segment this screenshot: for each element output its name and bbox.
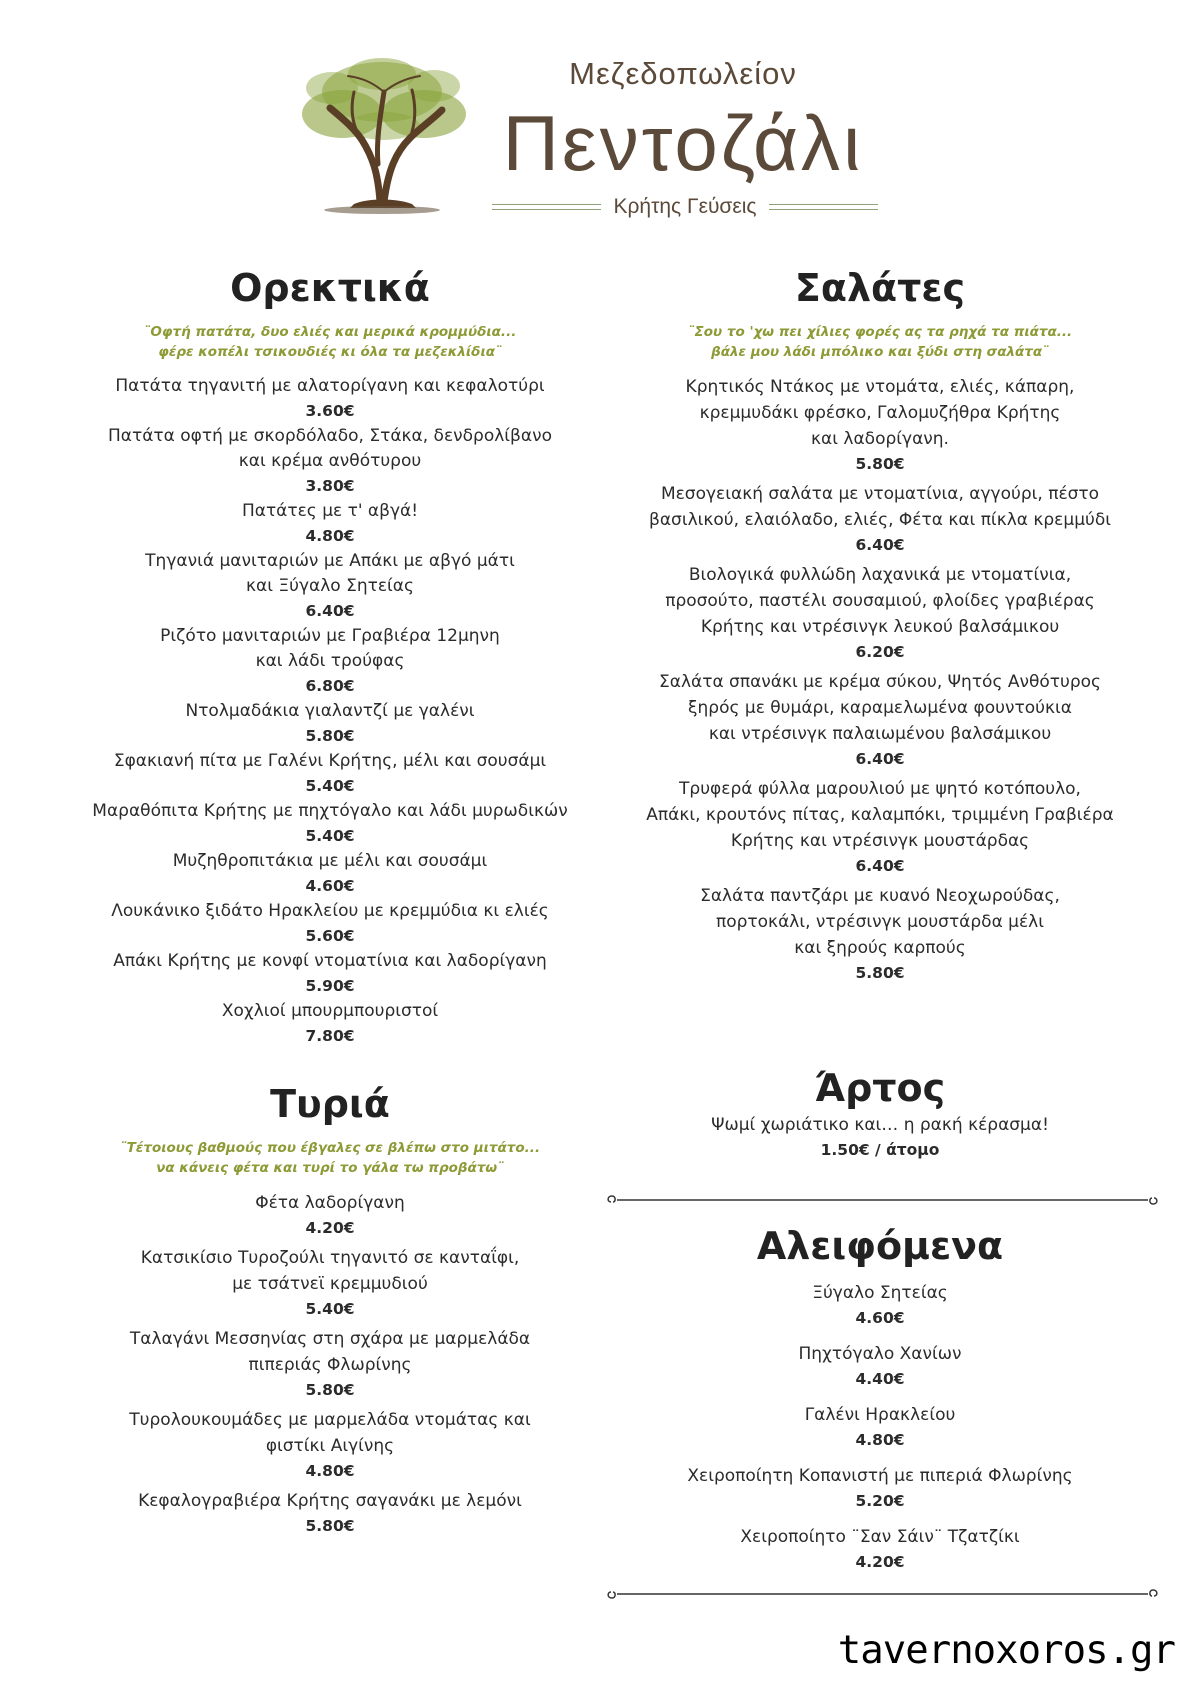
menu-item-price: 4.80€: [855, 1431, 905, 1449]
brand-subtitle: Μεζεδοπωλείον: [569, 56, 797, 91]
menu-item-name: Κρητικός Ντάκος με ντομάτα, ελιές, κάπαρη, κρεμμυδάκι φρέσκο, Γαλομυζήθρα Κρήτης και λαδορίγανη.: [685, 377, 1075, 449]
section-tyria: [60, 1080, 600, 1543]
menu-item: [60, 949, 600, 999]
menu-item-name: Χειροποίητο ¨Σαν Σάιν¨ Τζατζίκι: [740, 1527, 1020, 1547]
menu-item: [60, 1190, 600, 1240]
menu-item: [600, 1280, 1160, 1330]
olive-tree-logo-icon: [292, 52, 472, 220]
menu-item: [60, 799, 600, 849]
menu-item-name: Μεσογειακή σαλάτα με ντοματίνια, αγγούρι, πέστο βασιλικού, ελαιόλαδο, ελιές, Φέτα και πίκλα κρεμμύδι: [648, 484, 1111, 530]
menu-item-name: Φέτα λαδορίγανη: [255, 1193, 405, 1213]
quote-line: ¨Σου το 'χω πει χίλιες φορές ας τα ρηχά τα πιάτα...: [687, 324, 1073, 340]
menu-item-price: 6.20€: [855, 643, 905, 661]
artos-price: 1.50€ / άτομο: [820, 1141, 940, 1159]
menu-item-price: 5.80€: [305, 727, 355, 745]
menu-item: [60, 424, 600, 499]
quote-line: ¨Οφτή πατάτα, δυο ελιές και μερικά κρομμύδια...: [143, 324, 517, 340]
brand-tagline-row: [492, 192, 878, 222]
menu-item: [600, 1463, 1160, 1513]
menu-item-price: 7.80€: [305, 1027, 355, 1045]
menu-item: [60, 1407, 600, 1483]
section-title-tyria: Τυριά: [270, 1082, 390, 1126]
menu-item-price: 6.40€: [855, 750, 905, 768]
menu-item-price: 6.80€: [305, 677, 355, 695]
menu-item: [600, 481, 1160, 557]
menu-item-price: 4.80€: [305, 1462, 355, 1480]
section-orektika: [60, 264, 600, 1049]
menu-item-name: Πατάτα τηγανιτή με αλατορίγανη και κεφαλοτύρι: [115, 376, 545, 396]
menu-item-price: 5.80€: [855, 964, 905, 982]
ornamental-divider-bottom: [605, 1584, 1160, 1604]
menu-item-price: 5.90€: [305, 977, 355, 995]
menu-item-price: 5.40€: [305, 1300, 355, 1318]
tagline-rule-right: [769, 204, 878, 210]
menu-item: [600, 776, 1160, 878]
menu-item: [60, 1245, 600, 1321]
menu-item: [60, 849, 600, 899]
menu-item-name: Τηγανιά μανιταριών με Απάκι με αβγό μάτι και Ξύγαλο Σητείας: [145, 551, 515, 596]
menu-item-name: Ταλαγάνι Μεσσηνίας στη σχάρα με μαρμελάδα πιπεριάς Φλωρίνης: [129, 1329, 531, 1375]
menu-item: [600, 1402, 1160, 1452]
menu-item-price: 6.40€: [855, 857, 905, 875]
menu-item: [60, 499, 600, 549]
menu-item: [600, 883, 1160, 985]
section-title-artos: Άρτος: [814, 1066, 946, 1110]
menu-item-price: 5.20€: [855, 1492, 905, 1510]
menu-item-name: Πηχτόγαλο Χανίων: [798, 1344, 962, 1364]
section-title-salates: Σαλάτες: [794, 266, 966, 310]
section-salates: [600, 264, 1160, 990]
menu-item: [60, 749, 600, 799]
menu-item-name: Τρυφερά φύλλα μαρουλιού με ψητό κοτόπουλο, Απάκι, κρουτόνς πίτας, καλαμπόκι, τριμμένη Γραβιέρα Κρήτης και ντρέσινγκ μουστάρδας: [646, 779, 1114, 851]
menu-item: [60, 1326, 600, 1402]
quote-line: ¨Τέτοιους βαθμούς που έβγαλες σε βλέπω στο μιτάτο...: [119, 1140, 541, 1156]
menu-item-price: 5.80€: [305, 1381, 355, 1399]
menu-item-price: 5.40€: [305, 777, 355, 795]
artos-item: [600, 1112, 1160, 1162]
menu-item: [600, 1341, 1160, 1391]
menu-item: [600, 1524, 1160, 1574]
menu-item-price: 4.60€: [305, 877, 355, 895]
quote-line: βάλε μου λάδι μπόλικο και ξύδι στη σαλάτα¨: [711, 344, 1049, 360]
menu-item-name: Πατάτα οφτή με σκορδόλαδο, Στάκα, δενδρολίβανο και κρέμα ανθότυρου: [107, 426, 553, 471]
menu-item-name: Κεφαλογραβιέρα Κρήτης σαγανάκι με λεμόνι: [138, 1491, 522, 1511]
menu-item-name: Μαραθόπιτα Κρήτης με πηχτόγαλο και λάδι μυρωδικών: [92, 801, 568, 821]
menu-item: [600, 562, 1160, 664]
menu-list: [600, 1280, 1160, 1574]
brand-name: Πεντοζάλι: [502, 99, 864, 187]
ornamental-divider-top: [605, 1190, 1160, 1210]
quote-tyria: [60, 1138, 600, 1178]
menu-item-name: Γαλένι Ηρακλείου: [804, 1405, 956, 1425]
menu-list: [60, 1190, 600, 1538]
menu-list: [60, 374, 600, 1049]
menu-item: [60, 1488, 600, 1538]
menu-item-price: 4.20€: [305, 1219, 355, 1237]
menu-item-price: 3.60€: [305, 402, 355, 420]
quote-line: φέρε κοπέλι τσικουδιές κι όλα τα μεζεκλίδια¨: [158, 344, 502, 360]
menu-item-name: Σφακιανή πίτα με Γαλένι Κρήτης, μέλι και σουσάμι: [113, 751, 547, 771]
menu-item-price: 6.40€: [855, 536, 905, 554]
menu-item: [60, 699, 600, 749]
menu-item-name: Απάκι Κρήτης με κονφί ντοματίνια και λαδορίγανη: [113, 951, 547, 971]
menu-item-price: 6.40€: [305, 602, 355, 620]
section-title-aleifomena: Αλειφόμενα: [756, 1224, 1004, 1268]
menu-item-price: 4.40€: [855, 1370, 905, 1388]
section-aleifomena: [600, 1222, 1160, 1585]
menu-item: [60, 624, 600, 699]
quote-line: να κάνεις φέτα και τυρί το γάλα τω προβάτω¨: [156, 1160, 504, 1176]
menu-item-name: Πατάτες με τ' αβγά!: [241, 501, 419, 521]
brand-tagline: Κρήτης Γεύσεις: [613, 195, 757, 218]
menu-item: [60, 374, 600, 424]
menu-item-name: Ντολμαδάκια γιαλαντζί με γαλένι: [185, 701, 475, 721]
menu-list: [600, 374, 1160, 985]
menu-item-name: Ξύγαλο Σητείας: [812, 1283, 948, 1303]
menu-item: [60, 549, 600, 624]
section-title-orektika: Ορεκτικά: [230, 266, 430, 310]
menu-item-name: Σαλάτα παντζάρι με κυανό Νεοχωρούδας, πορτοκάλι, ντρέσινγκ μουστάρδα μέλι και ξηρούς καρπούς: [700, 886, 1060, 958]
menu-item-price: 5.80€: [855, 455, 905, 473]
menu-item-price: 5.40€: [305, 827, 355, 845]
menu-item-name: Κατσικίσιο Τυροζούλι τηγανιτό σε κανταΐφι, με τσάτνεϊ κρεμμυδιού: [140, 1248, 520, 1294]
section-artos: [600, 1064, 1160, 1167]
menu-item-name: Σαλάτα σπανάκι με κρέμα σύκου, Ψητός Ανθότυρος ξηρός με θυμάρι, καραμελωμένα φουντούκια και ντρέσινγκ παλαιωμένου βαλσάμικου: [659, 672, 1101, 744]
menu-item: [60, 899, 600, 949]
menu-item-name: Ριζότο μανιταριών με Γραβιέρα 12μηνη και λάδι τρούφας: [160, 626, 500, 671]
menu-item: [60, 999, 600, 1049]
menu-item-price: 4.80€: [305, 527, 355, 545]
menu-item-price: 4.20€: [855, 1553, 905, 1571]
tagline-rule-left: [492, 204, 601, 210]
menu-item: [600, 374, 1160, 476]
quote-salates: [600, 322, 1160, 362]
artos-line: Ψωμί χωριάτικο και… η ρακή κέρασμα!: [711, 1115, 1049, 1135]
menu-item-name: Χοχλιοί μπουρμπουριστοί: [221, 1001, 439, 1021]
menu-item-price: 4.60€: [855, 1309, 905, 1327]
quote-orektika: [60, 322, 600, 362]
menu-item: [600, 669, 1160, 771]
menu-item-name: Χειροποίητη Κοπανιστή με πιπεριά Φλωρίνης: [687, 1466, 1073, 1486]
menu-item-price: 3.80€: [305, 477, 355, 495]
menu-item-name: Τυρολουκουμάδες με μαρμελάδα ντομάτας και φιστίκι Αιγίνης: [129, 1410, 531, 1456]
menu-item-name: Βιολογικά φυλλώδη λαχανικά με ντοματίνια, προσούτο, παστέλι σουσαμιού, φλοίδες γραβιέρας Κρήτης και ντρέσινγκ λευκού βαλσάμικου: [665, 565, 1095, 637]
menu-item-name: Λουκάνικο ξιδάτο Ηρακλείου με κρεμμύδια κι ελιές: [111, 901, 549, 921]
watermark: tavernoxoros.gr: [837, 1628, 1175, 1673]
menu-item-price: 5.60€: [305, 927, 355, 945]
menu-item-name: Μυζηθροπιτάκια με μέλι και σουσάμι: [172, 851, 488, 871]
menu-item-price: 5.80€: [305, 1517, 355, 1535]
